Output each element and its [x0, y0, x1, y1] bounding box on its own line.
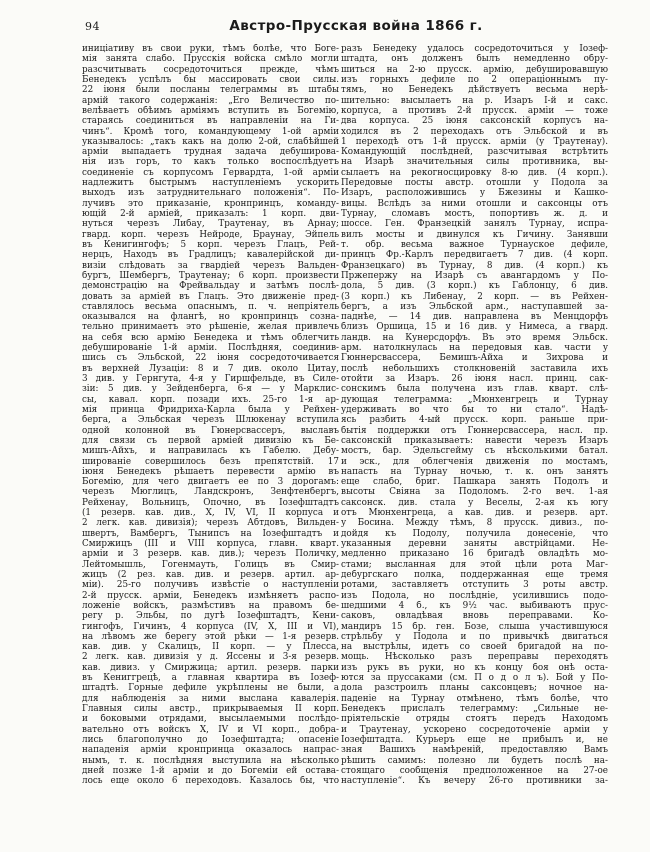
text-line: отойти за Изаръ. 26 іюня насл. принц. сак- [341, 374, 608, 384]
text-line: въ верхней Лузаціи: 8 и 7 див. около Цитау, [82, 363, 339, 374]
text-line: лось еще около 6 переходовъ. Казалось бы, что [82, 776, 339, 787]
text-line: (1 резерв. кав. див., X, IV, VI, II корпуса и [82, 508, 339, 519]
text-line: иниціативу въ свои руки, тѣмъ болѣе, что Боге- [82, 44, 339, 54]
text-line: близъ Оршица, 15 и 16 див. у Нимеса, а гвард. [341, 322, 608, 333]
text-line: и боковыми отрядами, высылаемыми послѣдо- [82, 714, 339, 725]
text-line: Изаръ, расположившись у Бжезины и Кашко- [341, 188, 608, 199]
text-line: 22 іюня были посланы телеграммы въ штабы [82, 85, 339, 96]
text-line: сылаетъ на рекогносцировку 8-ю див. (4 корп.). [341, 167, 608, 178]
text-line: Передовые посты австр. отошли у Подола за [341, 178, 608, 189]
text-line: 3 див. у Гернгута, 4-я у Гиршфельде, въ Силе- [82, 374, 339, 384]
text-line: дебушированіе 1-й арміи. Послѣдняя, соединив- [82, 343, 339, 354]
text-line: стами; высланная для этой цѣли рота Маг- [341, 559, 608, 570]
text-line: бытія поддержки отъ Гюннерсвассера, насл. пр. [341, 425, 608, 436]
text-line: изъ Подола, но послѣдніе, усилившись подо- [341, 590, 608, 601]
text-line: саковъ, овладѣвая вновь переправами. Ко- [341, 611, 608, 622]
page-header-title: Австро-Прусская война 1866 г. [229, 18, 483, 34]
text-line: арміи и 3 резерв. кав. див.); черезъ Поличку, [82, 549, 339, 560]
text-line: указанныя деревни заняты австрійцами. Не- [341, 539, 608, 549]
text-line: стоящаго сообщенія предположенное на 27-ое [341, 765, 608, 776]
text-line: дней позже 1-й арміи и до Богеміи ей остава- [82, 765, 339, 776]
text-line: у Босина. Между тѣмъ, 8 прусск. дивиз., по- [341, 518, 608, 529]
text-line: 2-й прусск. арміи, Бенедекъ измѣняетъ распо- [82, 590, 339, 601]
text-line: Бенедекъ прислалъ телеграмму: „Сильные не- [341, 704, 608, 714]
text-line: зіи: 5 див. у Зейденберга, 6-я — у Марклис- [82, 384, 339, 395]
text-line: ходился въ 2 переходахъ отъ Эльбской и въ [341, 126, 608, 137]
text-line: тельно принимаетъ это рѣшеніе, желая привлечь [82, 322, 339, 333]
text-line: разъ Бенедеку удалось сосредоточиться у Іозеф- [341, 44, 608, 54]
text-line: 2 легк. кав. дивизія); черезъ Абтдовъ, Вильден- [82, 518, 339, 529]
text-line: рѣшить самимъ: полезно ли будетъ послѣ на- [341, 755, 608, 766]
text-line: корпуса, а противъ 2-й прусск. арміи — тоже [341, 105, 608, 116]
text-line: мія принца Фридриха-Карла была у Рейхен- [82, 404, 339, 415]
text-column-left [82, 44, 339, 787]
text-line: шедшими 4 б., къ 9½ час. выбиваютъ прус- [341, 600, 608, 611]
text-line: Смиржицъ (III и VIII корпуса, главн. кварт. [82, 539, 339, 549]
text-line: разсчитывать сосредоточиться прежде, чѣмъ [82, 64, 339, 75]
text-line: вательно отъ войскъ X, IV и VI корп., добра- [82, 724, 339, 735]
text-line: вилъ мосты и двинулся къ Гичину. Занявши [341, 229, 608, 240]
text-line: нія изъ горъ, то какъ только воспослѣдуетъ [82, 157, 339, 168]
text-line: довать за арміей въ Глацъ. Это движеніе пред- [82, 291, 339, 302]
text-line: на себя всю армію Бенедека и тѣмъ облегчить [82, 332, 339, 343]
text-line: дующая телеграмма: „Мюнхенгрецъ и Турнау [341, 394, 608, 405]
text-line: сы, кавал. корп. позади ихъ. 25-го 1-я ар- [82, 394, 339, 405]
text-line: кав. див. у Скалицъ, II корп. — у Плесса, [82, 642, 339, 653]
text-line: визіи слѣдовать за гвардіей черезъ Вальден- [82, 260, 339, 271]
text-line: Богемію, для чего двигаетъ ее по 3 дорогамъ: [82, 477, 339, 488]
text-line: въ Кениггрецѣ, а главная квартира въ Іозеф- [82, 673, 339, 684]
text-line: мандиръ 15 бр. ген. Бозе, слыша участившуюся [341, 621, 608, 632]
text-line: на Изарѣ значительныя силы противника, вы- [341, 157, 608, 168]
text-line: въ Кенигингофъ; 5 корп. черезъ Глацъ, Рей- [82, 239, 339, 250]
text-line: шительно: высылаетъ на р. Изаръ I-й и сакс. [341, 95, 608, 106]
text-line: ются за пруссаками (см. П о д о л ъ). Бой у По- [341, 673, 608, 684]
text-line: лись благополучно до Іозефштадта; опасеніе [82, 734, 339, 745]
text-line: мостъ, бар. Эдельсгейму съ нѣсколькими батал. [341, 446, 608, 457]
text-line: нападенія арміи кронпринца оказалось напрас- [82, 745, 339, 756]
text-line: отъ Мюнхенгреца, а кав. див. и резерв. арт. [341, 508, 608, 519]
text-line: велѣваетъ обѣимъ арміямъ вступить въ Богемію, [82, 105, 339, 116]
text-line: высоты Свіяна за Подоломъ. 2-го веч. 1-ая [341, 487, 608, 498]
text-line: армій такого содержанія: „Его Величество по- [82, 95, 339, 106]
text-line: дола разстроилъ планы саксонцевъ; ночное на- [341, 683, 608, 694]
text-line: бергъ, а изъ Эльбской арм., наступавшей за- [341, 301, 608, 312]
text-line: изъ горныхъ дефиле по 2 операціоннымъ пу- [341, 74, 608, 85]
text-line: штадта, онъ долженъ былъ немедленно обру- [341, 54, 608, 65]
text-line: нымъ, т. к. послѣдняя выступила на нѣсколько [82, 755, 339, 766]
text-line: для наблюденія за ними выслана кавалерія. [82, 693, 339, 704]
text-line: саксонскій приказываетъ: навести черезъ Изаръ [341, 435, 608, 446]
text-line: ротами, заставляетъ отступить 3 роты австр. [341, 580, 608, 591]
text-line: швертъ, Вамбергъ, Тынипсъ на Іозефштадтъ и [82, 528, 339, 539]
text-line: два корпуса. 25 іюня саксонскій корпусъ на- [341, 116, 608, 127]
text-line: Пржепержу на Изарѣ съ авангардомъ у По- [341, 270, 608, 281]
text-line: сонскимъ была получена изъ глав. кварт. слѣ- [341, 384, 608, 395]
text-line: нуться черезъ Либау, Траутенау, въ Арнау; [82, 219, 339, 230]
text-line: (3 корп.) къ Либенау, 2 корп. — въ Рейхен- [341, 291, 608, 302]
text-line: Главныя силы австр., прикрываемыя II корп. [82, 704, 339, 714]
text-line: оказывался на флангѣ, но кронпринцъ созна- [82, 312, 339, 323]
text-line: паденіе на Турнау отмѣнено, тѣмъ болѣе, что [341, 693, 608, 704]
text-line: стараясь соединиться въ направленіи на Ги- [82, 116, 339, 127]
text-line: лучивъ это приказаніе, кронпринцъ, команду- [82, 198, 339, 209]
text-line: наступленіе“. Къ вечеру 26-го противники за- [341, 776, 608, 787]
text-line: кав. дивиз. у Смиржица; артил. резерв. парки [82, 662, 339, 673]
text-line: тямъ, но Бенедекъ дѣйствуетъ весьма нерѣ- [341, 85, 608, 96]
text-line: іюня Бенедекъ рѣшаетъ перевести армію въ [82, 466, 339, 477]
text-line: 2 легк. кав. дивизія у д. Яссены и 3-я резерв. [82, 652, 339, 663]
text-line: Лейтомышль, Гогенмауть, Голицъ въ Смир- [82, 559, 339, 570]
text-line: бургъ, Шембергъ, Траутенау; 6 корп. произвести [82, 270, 339, 281]
text-line: мія занята слабо. Прусскія войска смѣло могли [82, 54, 339, 65]
text-line: Турнау, сломавъ мостъ, попортивъ ж. д. и [341, 209, 608, 219]
text-line: нерцъ, Находъ въ Градлицъ; кавалерійской ди- [82, 250, 339, 261]
text-line: шоссе. Ген. Франзецкій занялъ Турнау, испра- [341, 219, 608, 230]
text-line: Гюннерсвассера, Бемишъ-Айха и Зихрова и [341, 353, 608, 364]
text-line: дойдя къ Подолу, получила донесеніе, что [341, 528, 608, 539]
text-line: медленно приказано 16 бригадѣ овладѣть мо- [341, 549, 608, 560]
text-line: еще слабо, бриг. Пашкара занять Подолъ и [341, 477, 608, 488]
text-line: арм. натолкнулась на передовыя кав. части у [341, 343, 608, 354]
text-column-right [341, 44, 608, 787]
text-line: изъ рукъ въ руки, но къ концу боя онѣ оста- [341, 662, 608, 673]
text-line: выходъ изъ затруднительнаго положенія“. По- [82, 188, 339, 199]
text-line: регу р. Эльбы, по дугѣ Іозефштадтъ, Кени- [82, 611, 339, 622]
text-line: дебургскаго полка, поддержанная еще тремя [341, 569, 608, 580]
text-line: міи). 25-го получивъ извѣстіе о наступленіи [82, 580, 339, 591]
text-line: черезъ Мюглицъ, Ландскронъ, Зенфтенбергъ, [82, 487, 339, 498]
text-line: принцъ Фр.-Карлъ передвигаетъ 7 див. (4 корп. [341, 250, 608, 261]
text-line: стрѣльбу у Подола и по привычкѣ двигаться [341, 631, 608, 642]
text-line: ясь разбить 4-ый прусск. корп. раньше при- [341, 415, 608, 426]
text-line: Командующій послѣдней, разсчитывая встрѣтить [341, 147, 608, 158]
text-line: т. обр. весьма важное Турнауское дефиле, [341, 239, 608, 250]
text-line: берга, а Эльбская черезъ Шлюкенау вступила [82, 415, 339, 426]
text-line: гингофъ, Гичинъ, 4 корпуса (IV, X, III и VI), [82, 621, 339, 632]
text-line: на лѣвомъ же берегу этой рѣки — 1-я резерв. [82, 631, 339, 642]
text-line: пріятельскіе отряды стоятъ передъ Находомъ [341, 714, 608, 725]
text-line: жицъ (2 рез. кав. див. и резерв. артил. ар- [82, 569, 339, 580]
page-number: 94 [85, 20, 100, 33]
text-line: Іозефштадта. Курьеръ еще не прибылъ и, не [341, 734, 608, 745]
text-line: зная Вашихъ намѣреній, предоставляю Вамъ [341, 745, 608, 756]
text-line: указывалось: „такъ какъ на долю 2-ой, слабѣйшей [82, 136, 339, 147]
text-line: Рейхенау, Вольницъ, Опочно, въ Іозефштадтъ [82, 497, 339, 508]
text-line: саксонск. див. стала у Веселы, 2-ая къ югу [341, 497, 608, 508]
text-line: ющій 2-й арміей, приказалъ: 1 корп. дви- [82, 209, 339, 219]
text-line: шиться на 2-ю прусск. армію, дебушировавшую [341, 64, 608, 75]
text-line: вицы. Вслѣдъ за ними отошли и саксонцы отъ [341, 198, 608, 209]
text-line: штадтѣ. Горные дефиле укрѣплены не были, а [82, 683, 339, 694]
text-line: одной колонной въ Гюнерсвассеръ, выславъ [82, 425, 339, 436]
text-line: Франзецкаго) въ Турнау, 8 див. (4 корп.) къ [341, 260, 608, 271]
text-line: соединеніе съ корпусомъ Гервардта, 1-ой арміи [82, 167, 339, 178]
text-line: ставлялось весьма опаснымъ, п. ч. непріятель [82, 301, 339, 312]
text-line: чинъ“. Кромѣ того, командующему 1-ой арміи [82, 126, 339, 137]
text-line: мишъ-Айхъ, и направилась къ Габелю. Дебу- [82, 446, 339, 457]
text-line: и эск., для облегченія движенія по мостамъ, [341, 456, 608, 467]
text-line: мощь. Нѣсколько разъ переправы переходятъ [341, 652, 608, 663]
text-line: дола, 5 див. (3 корп.) къ Габлонцу, 6 див. [341, 281, 608, 292]
text-line: ложеніе войскъ, размѣстивъ на правомъ бе- [82, 600, 339, 611]
text-line: гвард. корп. черезъ Нейроде, Браунау, Эйпель [82, 229, 339, 240]
text-line: надлежитъ быстрымъ наступленіемъ ускорить [82, 178, 339, 189]
text-line: и Траутенау, ускорено сосредоточеніе арміи у [341, 724, 608, 735]
text-line: паднѣе, — 14 див. направлена въ Менцдорфъ [341, 312, 608, 323]
text-line: удерживать во что бы то ни стало“. Надѣ- [341, 404, 608, 415]
text-line: на выстрѣлы, идетъ со своей бригадой на по- [341, 642, 608, 653]
text-line: демонстрацію на Фрейвальдау и затѣмъ послѣ- [82, 281, 339, 292]
text-line: ландв. на Кунерсдорфъ. Въ это время Эльбск. [341, 332, 608, 343]
text-line: шированіе совершилось безъ препятствій. 17 [82, 456, 339, 467]
text-line: шись съ Эльбской, 22 іюня сосредоточивается [82, 353, 339, 364]
text-line: послѣ небольшихъ столкновеній заставила ихъ [341, 363, 608, 374]
text-line: Бенедекъ успѣлъ бы массировать свои силы. [82, 74, 339, 85]
text-line: для связи съ первой арміей дивизію къ Бе- [82, 435, 339, 446]
text-line: 1 переходѣ отъ 1-й прусск. арміи (у Траутенау). [341, 136, 608, 147]
text-line: арміи выпадаетъ трудная задача дебуширова- [82, 147, 339, 158]
text-line: напасть на Турнау ночью, т. к. онъ занятъ [341, 466, 608, 477]
